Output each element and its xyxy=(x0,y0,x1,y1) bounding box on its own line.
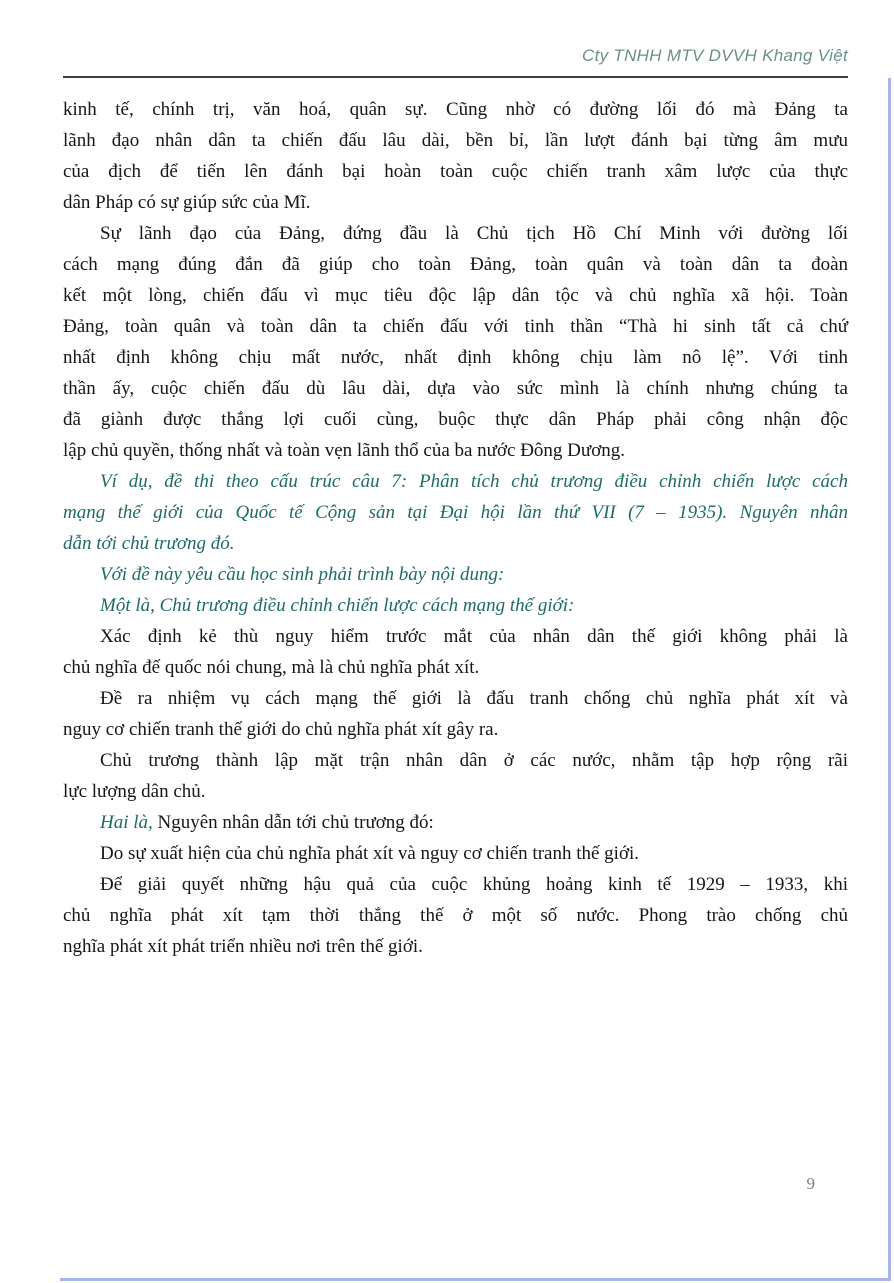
right-edge-line xyxy=(888,78,891,1281)
text-line: dẫn tới chủ trương đó. xyxy=(63,533,235,554)
paragraph xyxy=(63,621,848,683)
text-line: chủ nghĩa phát xít tạm thời thắng thế ở một số nước. Phong trào chống chủ xyxy=(63,905,848,926)
paragraph xyxy=(63,218,848,466)
text-line: lập chủ quyền, thống nhất và toàn vẹn lãnh thổ của ba nước Đông Dương. xyxy=(63,440,626,461)
header-rule xyxy=(63,76,848,78)
line-remainder: Nguyên nhân dẫn tới chủ trương đó: xyxy=(157,812,434,833)
text-line: kết một lòng, chiến đấu vì mục tiêu độc lập dân tộc và chủ nghĩa xã hội. Toàn xyxy=(63,285,848,306)
document-body xyxy=(63,94,848,962)
text-line: Đề ra nhiệm vụ cách mạng thế giới là đấu tranh chống chủ nghĩa phát xít và xyxy=(100,688,848,709)
bottom-edge-line xyxy=(60,1278,891,1281)
text-line: Sự lãnh đạo của Đảng, đứng đầu là Chủ tịch Hồ Chí Minh với đường lối xyxy=(100,223,848,244)
company-header: Cty TNHH MTV DVVH Khang Việt xyxy=(582,46,848,65)
text-line: dân Pháp có sự giúp sức của Mĩ. xyxy=(63,192,311,213)
text-line: Để giải quyết những hậu quả của cuộc khủng hoảng kinh tế 1929 – 1933, khi xyxy=(100,874,848,895)
text-line: Ví dụ, đề thi theo cấu trúc câu 7: Phân tích chủ trương điều chỉnh chiến lược cách xyxy=(100,471,848,492)
lead-phrase: Hai là, xyxy=(100,812,158,833)
text-line xyxy=(63,807,848,838)
text-line: chủ nghĩa đế quốc nói chung, mà là chủ nghĩa phát xít. xyxy=(63,657,480,678)
text-line: mạng thế giới của Quốc tế Cộng sản tại Đại hội lần thứ VII (7 – 1935). Nguyên nhân xyxy=(63,502,848,523)
paragraph xyxy=(63,683,848,745)
paragraph xyxy=(63,807,848,838)
paragraph xyxy=(63,838,848,869)
text-line: Do sự xuất hiện của chủ nghĩa phát xít và nguy cơ chiến tranh thế giới. xyxy=(100,843,640,864)
paragraph-example xyxy=(63,466,848,559)
paragraph xyxy=(63,94,848,218)
text-line: Xác định kẻ thù nguy hiểm trước mắt của nhân dân thế giới không phải là xyxy=(100,626,848,647)
paragraph-example xyxy=(63,559,848,590)
text-line: nguy cơ chiến tranh thế giới do chủ nghĩa phát xít gây ra. xyxy=(63,719,499,740)
text-line: Chủ trương thành lập mặt trận nhân dân ở các nước, nhằm tập hợp rộng rãi xyxy=(100,750,848,771)
text-line: Với đề này yêu cầu học sinh phải trình bày nội dung: xyxy=(100,564,505,585)
paragraph-example xyxy=(63,590,848,621)
text-line: nhất định không chịu mất nước, nhất định không chịu làm nô lệ”. Với tinh xyxy=(63,347,848,368)
text-line: cách mạng đúng đắn đã giúp cho toàn Đảng, toàn quân và toàn dân ta đoàn xyxy=(63,254,848,275)
text-line: thần ấy, cuộc chiến đấu dù lâu dài, dựa vào sức mình là chính nhưng chúng ta xyxy=(63,378,848,399)
text-line: đã giành được thắng lợi cuối cùng, buộc thực dân Pháp phải công nhận độc xyxy=(63,409,848,430)
paragraph xyxy=(63,745,848,807)
text-line: của địch để tiến lên đánh bại hoàn toàn cuộc chiến tranh xâm lược của thực xyxy=(63,161,848,182)
text-line: lực lượng dân chủ. xyxy=(63,781,206,802)
text-line: Một là, Chủ trương điều chỉnh chiến lược cách mạng thế giới: xyxy=(100,595,575,616)
text-line: nghĩa phát xít phát triển nhiều nơi trên thế giới. xyxy=(63,936,423,957)
paragraph xyxy=(63,869,848,962)
text-line: Đảng, toàn quân và toàn dân ta chiến đấu với tinh thần “Thà hi sinh tất cả chứ xyxy=(63,316,848,337)
text-line: kinh tế, chính trị, văn hoá, quân sự. Cũng nhờ có đường lối đó mà Đảng ta xyxy=(63,99,848,120)
page-number: 9 xyxy=(806,1174,815,1193)
text-line: lãnh đạo nhân dân ta chiến đấu lâu dài, bền bỉ, lần lượt đánh bại từng âm mưu xyxy=(63,130,848,151)
